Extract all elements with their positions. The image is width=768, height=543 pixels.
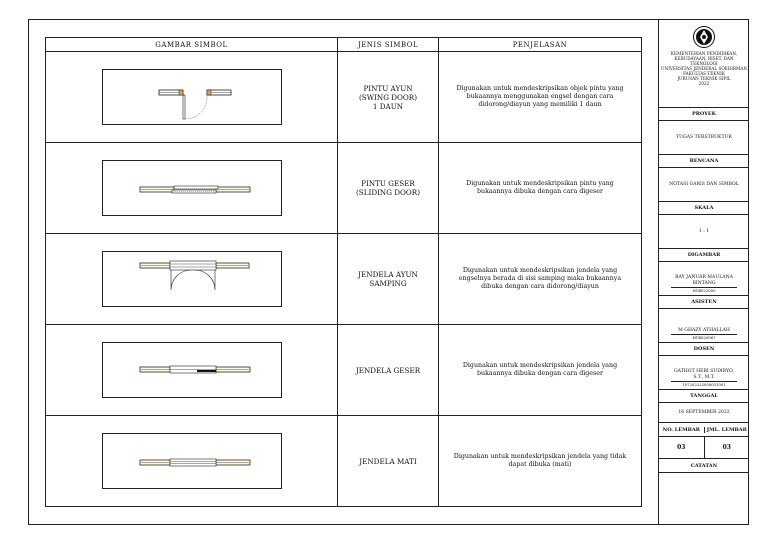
table-row bbox=[46, 325, 642, 416]
side-swing-window-symbol bbox=[102, 251, 282, 307]
symbol-type: JENDELA GESER bbox=[338, 325, 439, 416]
digambar-label: DIGAMBAR bbox=[659, 249, 749, 262]
header-penjelasan: PENJELASAN bbox=[439, 38, 642, 52]
dosen-label: DOSEN bbox=[659, 343, 749, 356]
swing-door-symbol bbox=[102, 69, 282, 125]
symbol-table bbox=[45, 37, 642, 507]
asisten-person bbox=[659, 309, 749, 343]
symbol-drawing-cell bbox=[46, 143, 338, 234]
digambar-name: RAY JANUAR MAULANA BINTANG bbox=[671, 275, 737, 288]
table-row bbox=[46, 52, 642, 143]
symbol-description: Digunakan untuk mendeskripsikan pintu yang bukaannya dibuka dengan cara digeser bbox=[439, 143, 642, 234]
jml-lembar-label: JML. LEMBAR bbox=[704, 427, 750, 433]
no-lembar-label: NO. LEMBAR bbox=[662, 426, 700, 433]
institution-name: KEMENTERIAN PENDIDIKAN, KEBUDAYAAN, RISET, DAN TEKNOLOGI UNIVERSITAS JENDERAL SOEDIRMAN FAKULTAS TEKNIK JURUSAN TEKNIK SIPIL 2022 bbox=[661, 51, 747, 86]
sliding-window-symbol bbox=[102, 342, 282, 398]
table-row bbox=[46, 234, 642, 325]
dosen-person bbox=[659, 356, 749, 390]
sliding-door-symbol bbox=[102, 160, 282, 216]
skala-value: 1 : 1 bbox=[659, 215, 749, 249]
symbol-type: JENDELA AYUN SAMPING bbox=[338, 234, 439, 325]
skala-label: SKALA bbox=[659, 202, 749, 215]
dosen-nip: 197202222000031001 bbox=[682, 382, 726, 387]
symbol-description: Digunakan untuk mendeskripsikan jendela yang bukaannya dibuka dengan cara digeser bbox=[439, 325, 642, 416]
proyek-label: PROYEK bbox=[659, 108, 749, 121]
fixed-window-symbol bbox=[102, 433, 282, 489]
table-header-row bbox=[46, 38, 642, 52]
asisten-label: ASISTEN bbox=[659, 296, 749, 309]
table-row bbox=[46, 416, 642, 507]
digambar-nim: H1B022050 bbox=[692, 288, 716, 293]
dosen-name: GATHOT HERI SUDIBYO, S.T., M.T. bbox=[671, 369, 737, 382]
asisten-name: M GHAZY ATHALLAH bbox=[671, 328, 737, 335]
catatan-label: CATATAN bbox=[659, 459, 749, 473]
no-lembar-value: 03 bbox=[677, 444, 686, 451]
rencana-label: RENCANA bbox=[659, 155, 749, 168]
symbol-description: Digunakan untuk mendeskripsikan objek pintu yang bukaannya menggunakan engsel dengan cara didorong/diayun yang memiliki 1 daun bbox=[439, 52, 642, 143]
symbol-description: Digunakan untuk mendeskripsikan jendela yang tidak dapat dibuka (mati) bbox=[439, 416, 642, 507]
proyek-value: TUGAS TERSTRUKTUR bbox=[659, 121, 749, 155]
title-block bbox=[658, 19, 749, 525]
tanggal-value: 16 SEPTEMBER 2022 bbox=[659, 403, 749, 423]
lembar-labels bbox=[659, 423, 749, 437]
header-jenis-simbol: JENIS SIMBOL bbox=[338, 38, 439, 52]
symbol-type: JENDELA MATI bbox=[338, 416, 439, 507]
header-gambar-simbol: GAMBAR SIMBOL bbox=[46, 38, 338, 52]
lembar-values bbox=[659, 437, 749, 459]
symbol-type: PINTU AYUN (SWING DOOR) 1 DAUN bbox=[338, 52, 439, 143]
asisten-nim: H1B020067 bbox=[692, 335, 716, 340]
tanggal-label: TANGGAL bbox=[659, 390, 749, 403]
digambar-person bbox=[659, 262, 749, 296]
jml-lembar-value: 03 bbox=[704, 437, 750, 458]
institution-header bbox=[659, 19, 749, 108]
symbol-drawing-cell bbox=[46, 416, 338, 507]
university-logo-icon bbox=[693, 26, 715, 48]
symbol-description: Digunakan untuk mendeskripsikan jendela yang engselnya berada di sisi samping maka bukaannya dibuka dengan cara didorong/diayun bbox=[439, 234, 642, 325]
symbol-drawing-cell bbox=[46, 325, 338, 416]
symbol-drawing-cell bbox=[46, 234, 338, 325]
rencana-value: NOTASI GARIS DAN SIMBOL bbox=[659, 168, 749, 202]
symbol-drawing-cell bbox=[46, 52, 338, 143]
symbol-type: PINTU GESER (SLIDING DOOR) bbox=[338, 143, 439, 234]
table-row bbox=[46, 143, 642, 234]
